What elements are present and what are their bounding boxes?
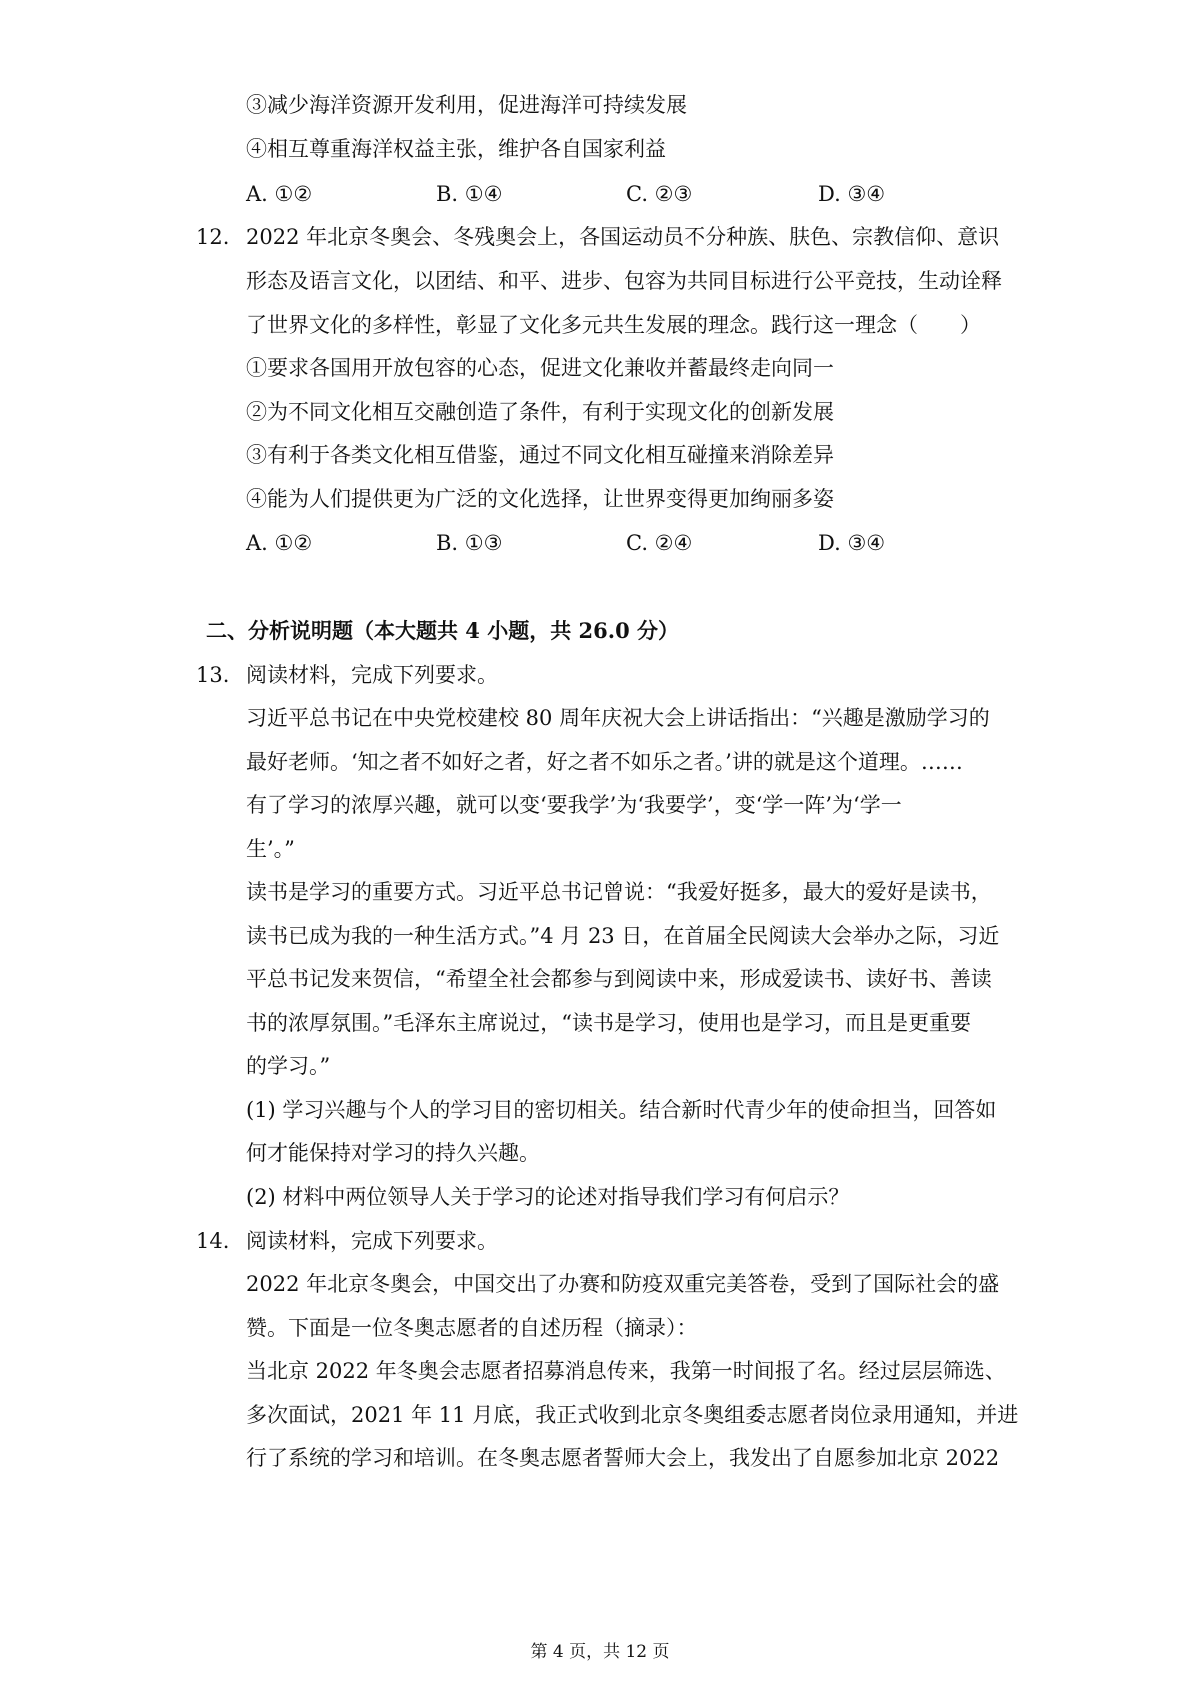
q12-stem-line: 2022 年北京冬奥会、冬残奥会上，各国运动员不分种族、肤色、宗教信仰、意识: [246, 225, 1000, 249]
page-number-footer: 第 4 页，共 12 页: [530, 1642, 670, 1662]
q14-number: 14.: [196, 1229, 230, 1253]
q13-number: 13.: [196, 663, 230, 687]
q11-choices: [246, 179, 1026, 209]
q13-intro: 阅读材料，完成下列要求。: [246, 663, 498, 687]
q12-choices: [246, 528, 1026, 558]
q12-choice-b: B. ①③: [436, 531, 503, 555]
q11-choice-d: D. ③④: [818, 182, 886, 206]
q14-material-line: 2022 年北京冬奥会，中国交出了办赛和防疫双重完美答卷，受到了国际社会的盛: [246, 1272, 1000, 1296]
q12-option-4: ④能为人们提供更为广泛的文化选择，让世界变得更加绚丽多姿: [246, 487, 834, 511]
q12-option-1: ①要求各国用开放包容的心态，促进文化兼收并蓄最终走向同一: [246, 356, 834, 380]
q12-stem-line: 了世界文化的多样性，彰显了文化多元共生发展的理念。践行这一理念（ ）: [246, 313, 981, 337]
q13-material-line: 书的浓厚氛围。”毛泽东主席说过，“读书是学习，使用也是学习，而且是更重要: [246, 1011, 971, 1035]
q12-option-2: ②为不同文化相互交融创造了条件，有利于实现文化的创新发展: [246, 400, 834, 424]
q12-choice-d: D. ③④: [818, 531, 886, 555]
q13-subquestion-1: (1) 学习兴趣与个人的学习目的密切相关。结合新时代青少年的使命担当，回答如: [246, 1098, 997, 1122]
q12-option-3: ③有利于各类文化相互借鉴，通过不同文化相互碰撞来消除差异: [246, 443, 834, 467]
q11-option-3: ③减少海洋资源开发利用，促进海洋可持续发展: [246, 93, 687, 117]
q13-material-line: 的学习。”: [246, 1054, 331, 1078]
q13-material-line: 最好老师。‘知之者不如好之者，好之者不如乐之者。’讲的就是这个道理。……: [246, 750, 963, 774]
q13-material-line: 读书是学习的重要方式。习近平总书记曾说：“我爱好挺多，最大的爱好是读书，: [246, 880, 992, 904]
q13-subquestion-1-cont: 何才能保持对学习的持久兴趣。: [246, 1141, 540, 1165]
q13-subquestion-2: (2) 材料中两位领导人关于学习的论述对指导我们学习有何启示？: [246, 1185, 850, 1209]
q11-choice-b: B. ①④: [436, 182, 503, 206]
q11-choice-c: C. ②③: [626, 182, 693, 206]
q13-material-line: 有了学习的浓厚兴趣，就可以变‘要我学’为‘我要学’，变‘学一阵’为‘学一: [246, 793, 902, 817]
q13-material-line: 读书已成为我的一种生活方式。”4 月 23 日，在首届全民阅读大会举办之际，习近: [246, 924, 1000, 948]
q14-material-line: 当北京 2022 年冬奥会志愿者招募消息传来，我第一时间报了名。经过层层筛选、: [246, 1359, 1006, 1383]
q12-choice-c: C. ②④: [626, 531, 693, 555]
section-heading: 二、分析说明题（本大题共 4 小题，共 26.0 分）: [206, 618, 680, 643]
q14-intro: 阅读材料，完成下列要求。: [246, 1229, 498, 1253]
q11-option-4: ④相互尊重海洋权益主张，维护各自国家利益: [246, 137, 666, 161]
q14-material-line: 赞。下面是一位冬奥志愿者的自述历程（摘录）：: [246, 1316, 698, 1340]
q12-number: 12.: [196, 225, 230, 249]
q12-stem-line: 形态及语言文化，以团结、和平、进步、包容为共同目标进行公平竞技，生动诠释: [246, 269, 1002, 293]
q14-material-line: 多次面试，2021 年 11 月底，我正式收到北京冬奥组委志愿者岗位录用通知，并进: [246, 1403, 1019, 1427]
q13-material-line: 习近平总书记在中央党校建校 80 周年庆祝大会上讲话指出：“兴趣是激励学习的: [246, 706, 990, 730]
q12-choice-a: A. ①②: [246, 531, 313, 555]
q13-material-line: 生’。”: [246, 837, 295, 861]
q11-choice-a: A. ①②: [246, 182, 313, 206]
q13-material-line: 平总书记发来贺信，“希望全社会都参与到阅读中来，形成爱读书、读好书、善读: [246, 967, 992, 991]
q14-material-line: 行了系统的学习和培训。在冬奥志愿者誓师大会上，我发出了自愿参加北京 2022: [246, 1446, 1000, 1470]
